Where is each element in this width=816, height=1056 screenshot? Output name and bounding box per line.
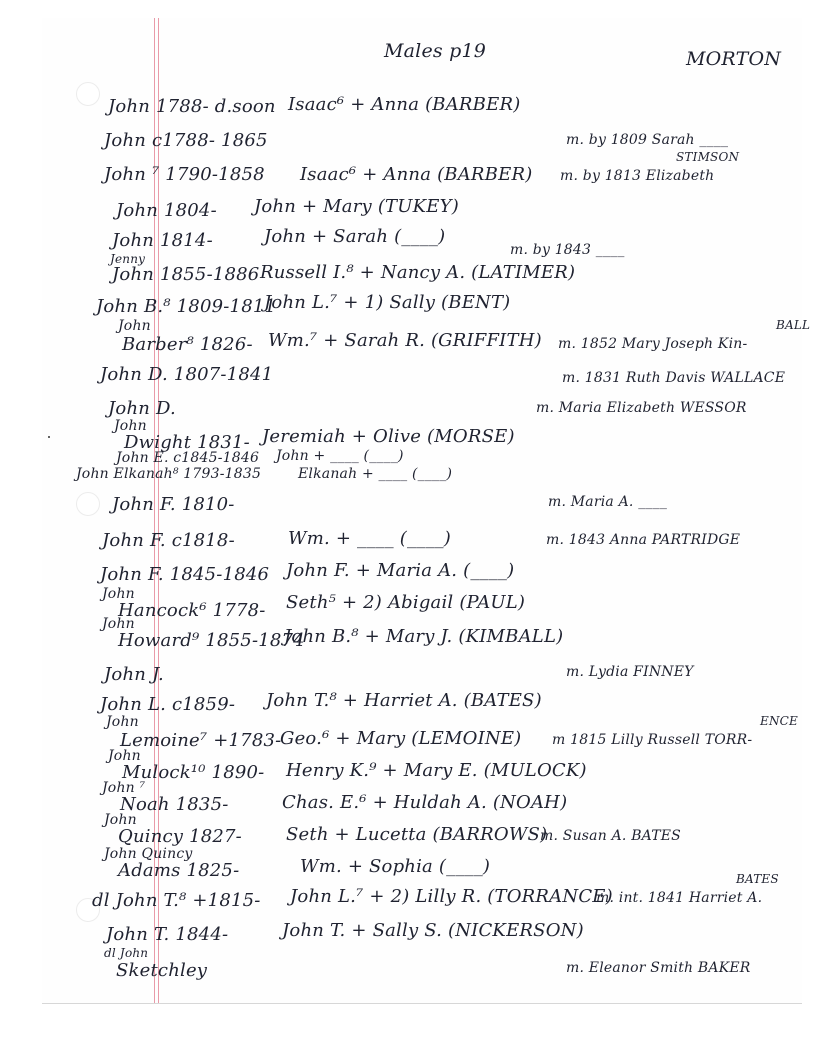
binder-hole — [76, 82, 100, 106]
entry-name: John T. 1844- — [106, 924, 229, 945]
entry-name: dl John — [104, 946, 149, 960]
entry-marriage: BATES — [736, 872, 779, 886]
entry-marriage: m. Lydia FINNEY — [566, 664, 694, 680]
entry-parents: John F. + Maria A. (____) — [286, 560, 515, 581]
entry-parents: John L.⁷ + 2) Lilly R. (TORRANCE) — [290, 886, 613, 907]
entry-name: John 1855-1886 — [112, 264, 260, 285]
entry-name: John ⁷ 1790-1858 — [104, 164, 265, 185]
entry-parents: Jeremiah + Olive (MORSE) — [262, 426, 515, 447]
entry-name: Adams 1825- — [118, 860, 240, 881]
entry-parents: Chas. E.⁶ + Huldah A. (NOAH) — [282, 792, 568, 813]
entry-name: John 1814- — [112, 230, 213, 251]
entry-marriage: m. Maria Elizabeth WESSOR — [536, 400, 747, 416]
entry-marriage: m. by 1809 Sarah ____ — [566, 132, 729, 148]
entry-name: Sketchley — [116, 960, 208, 981]
entry-marriage: m. 1852 Mary Joseph Kin- — [558, 336, 748, 352]
entry-parents: John + Mary (TUKEY) — [254, 196, 459, 217]
entry-name: John Quincy — [104, 846, 193, 862]
entry-parents: Seth⁵ + 2) Abigail (PAUL) — [286, 592, 526, 613]
entry-name: dl John T.⁸ +1815- — [92, 890, 261, 911]
entry-name: Quincy 1827- — [118, 826, 242, 847]
entry-marriage: m. by 1813 Elizabeth — [560, 168, 715, 184]
entry-name: John F. 1845-1846 — [100, 564, 270, 585]
entry-name: John 1804- — [116, 200, 217, 221]
entry-name: John E. c1845-1846 — [116, 450, 260, 466]
entry-marriage: m. 1843 Anna PARTRIDGE — [546, 532, 741, 548]
entry-name: Noah 1835- — [120, 794, 229, 815]
entry-marriage: m. Eleanor Smith BAKER — [566, 960, 751, 976]
entry-name: Lemoine⁷ +1783- — [120, 730, 282, 751]
entry-name: Howard⁹ 1855-1874 — [118, 630, 305, 651]
entry-parents: Elkanah + ____ (____) — [298, 466, 453, 482]
entry-name: Barber⁸ 1826- — [122, 334, 253, 355]
entry-parents: John B.⁸ + Mary J. (KIMBALL) — [284, 626, 564, 647]
entry-name: John — [118, 318, 151, 334]
surname-heading: MORTON — [686, 48, 782, 70]
ink-dot — [48, 436, 50, 438]
binder-hole — [76, 492, 100, 516]
entry-name: John — [104, 812, 137, 828]
entry-marriage: m. by 1843 ____ — [510, 242, 625, 258]
entry-parents: Geo.⁶ + Mary (LEMOINE) — [280, 728, 522, 749]
entry-name: John — [108, 748, 141, 764]
entry-name: John D. 1807-1841 — [100, 364, 274, 385]
entry-marriage: m. 1831 Ruth Davis WALLACE — [562, 370, 786, 386]
entry-parents: John T.⁸ + Harriet A. (BATES) — [266, 690, 542, 711]
entry-name: John 1788- d.soon — [108, 96, 276, 117]
entry-parents: Russell I.⁸ + Nancy A. (LATIMER) — [260, 262, 576, 283]
entry-name: Hancock⁶ 1778- — [118, 600, 266, 621]
entry-marriage: STIMSON — [676, 150, 740, 164]
entry-parents: Henry K.⁹ + Mary E. (MULOCK) — [286, 760, 587, 781]
entry-name: John — [114, 418, 147, 434]
entry-marriage: ENCE — [760, 714, 799, 728]
entry-parents: Wm. + ____ (____) — [288, 528, 451, 549]
entry-parents: John L.⁷ + 1) Sally (BENT) — [264, 292, 511, 313]
entry-parents: Wm. + Sophia (____) — [300, 856, 491, 877]
entry-name: John D. — [108, 398, 176, 419]
entry-name: John F. 1810- — [112, 494, 235, 515]
entry-name: John J. — [104, 664, 164, 685]
entry-name: John L. c1859- — [100, 694, 236, 715]
entry-marriage: m. Maria A. ____ — [548, 494, 668, 510]
entry-name: Mulock¹⁰ 1890- — [122, 762, 265, 783]
entry-name: John — [102, 586, 135, 602]
entry-marriage: BALL — [776, 318, 811, 332]
entry-marriage: m 1815 Lilly Russell TORR- — [552, 732, 753, 748]
entry-name: John c1788- 1865 — [104, 130, 268, 151]
entry-parents: Wm.⁷ + Sarah R. (GRIFFITH) — [268, 330, 542, 351]
entry-name: Dwight 1831- — [124, 432, 250, 453]
entry-parents: John + ____ (____) — [276, 448, 404, 464]
entry-name: Jenny — [110, 252, 146, 266]
entry-name: John ⁷ — [102, 780, 146, 796]
entry-parents: Isaac⁶ + Anna (BARBER) — [288, 94, 521, 115]
entry-name: John F. c1818- — [102, 530, 235, 551]
entry-parents: Seth + Lucetta (BARROWS) — [286, 824, 548, 845]
entry-marriage: m. int. 1841 Harriet A. — [596, 890, 763, 906]
entry-name: John — [106, 714, 139, 730]
entry-marriage: m. Susan A. BATES — [540, 828, 681, 844]
entry-name: John — [102, 616, 135, 632]
entry-parents: John + Sarah (____) — [264, 226, 446, 247]
entry-parents: John T. + Sally S. (NICKERSON) — [282, 920, 584, 941]
entry-name: John B.⁸ 1809-1811 — [96, 296, 277, 317]
entry-parents: Isaac⁶ + Anna (BARBER) — [300, 164, 533, 185]
page-label: Males p19 — [384, 40, 487, 62]
entry-name: John Elkanah⁸ 1793-1835 — [76, 466, 262, 482]
